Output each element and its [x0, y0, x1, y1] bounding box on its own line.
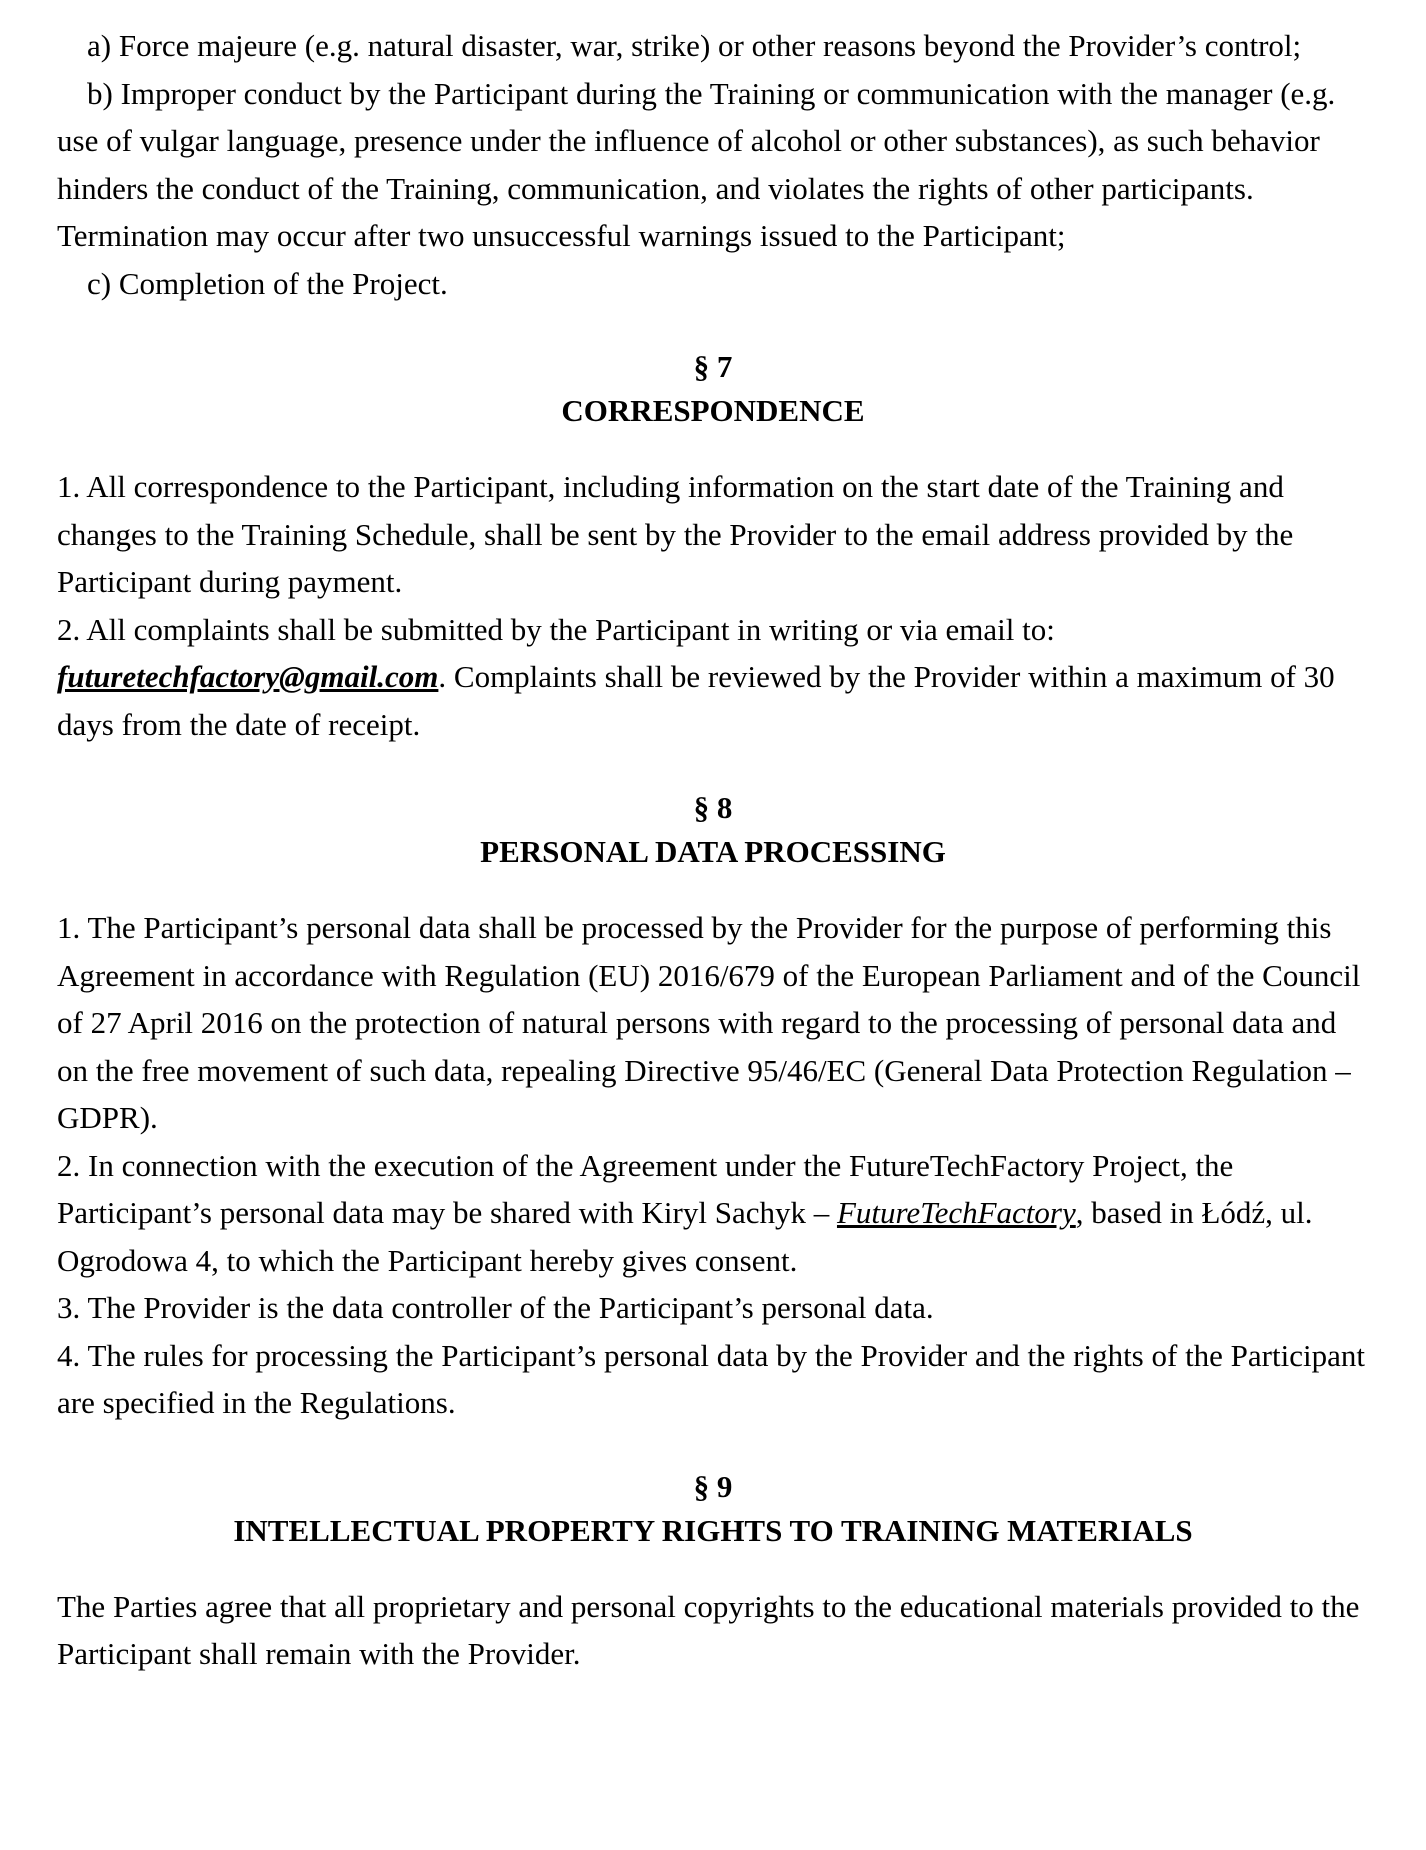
section-9-heading — [57, 1465, 1369, 1553]
termination-clause-c: c) Completion of the Project. — [87, 265, 448, 301]
section-7-paragraph-2-suffix: . Complaints shall be reviewed by the Provider within a maximum of 30 days from the date of receipt. — [57, 659, 1335, 742]
section-8-number: § 8 — [693, 790, 733, 825]
section-9-title: INTELLECTUAL PROPERTY RIGHTS TO TRAINING MATERIALS — [233, 1512, 1193, 1548]
section-7-paragraph-2 — [57, 606, 1369, 749]
section-9-paragraph-1: The Parties agree that all proprietary and personal copyrights to the educational materials provided to the Participant shall remain with the Provider. — [57, 1588, 1360, 1671]
section-8-paragraph-1: 1. The Participant’s personal data shall be processed by the Provider for the purpose of performing this Agreement in accordance with Regulation (EU) 2016/679 of the European Parliament and of the Council of 27 April 2016 on the protection of natural persons with regard to the processing of personal data and on the free movement of such data, repealing Directive 95/46/EC (General Data Protection Regulation – GDPR). — [57, 910, 1361, 1135]
section-7-paragraph-2-prefix: 2. All complaints shall be submitted by the Participant in writing or via email to: — [57, 611, 1055, 647]
section-8-heading — [57, 786, 1369, 874]
company-link[interactable]: FutureTechFactory — [836, 1195, 1076, 1230]
section-7-number: § 7 — [693, 349, 733, 384]
section-8-paragraph-3: 3. The Provider is the data controller of the Participant’s personal data. — [57, 1290, 934, 1325]
section-8-paragraph-2 — [57, 1142, 1369, 1285]
email-link[interactable]: futuretechfactory@gmail.com — [57, 659, 439, 694]
section-8-paragraph-2-suffix: , based in Łódź, ul. Ogrodowa 4, to which the Participant hereby gives consent. — [57, 1195, 1313, 1278]
section-9-number: § 9 — [693, 1468, 733, 1504]
section-7-paragraph-1: 1. All correspondence to the Participant, including information on the start date of the Training and changes to the Training Schedule, shall be sent by the Provider to the email address provided by the Participant during payment. — [57, 469, 1294, 599]
section-8-title: PERSONAL DATA PROCESSING — [480, 834, 946, 869]
section-8-paragraph-4: 4. The rules for processing the Participant’s personal data by the Provider and the rights of the Participant are specified in the Regulations. — [57, 1337, 1365, 1420]
section-8-paragraph-2-prefix: 2. In connection with the execution of the Agreement under the FutureTechFactory Project, the Participant’s personal data may be shared with Kiryl Sachyk – — [57, 1147, 1234, 1230]
termination-clause-b: b) Improper conduct by the Participant during the Training or communication with the manager (e.g. use of vulgar language, presence under the influence of alcohol or other substances), as such behavior hinders the conduct of the Training, communication, and violates the rights of other participants. Termination may occur after two unsuccessful warnings issued to the Participant; — [57, 75, 1336, 253]
section-7-heading — [57, 345, 1369, 433]
termination-clause-a: a) Force majeure (e.g. natural disaster, war, strike) or other reasons beyond the Provider’s control; — [87, 28, 1302, 63]
section-7-title: CORRESPONDENCE — [561, 393, 865, 428]
